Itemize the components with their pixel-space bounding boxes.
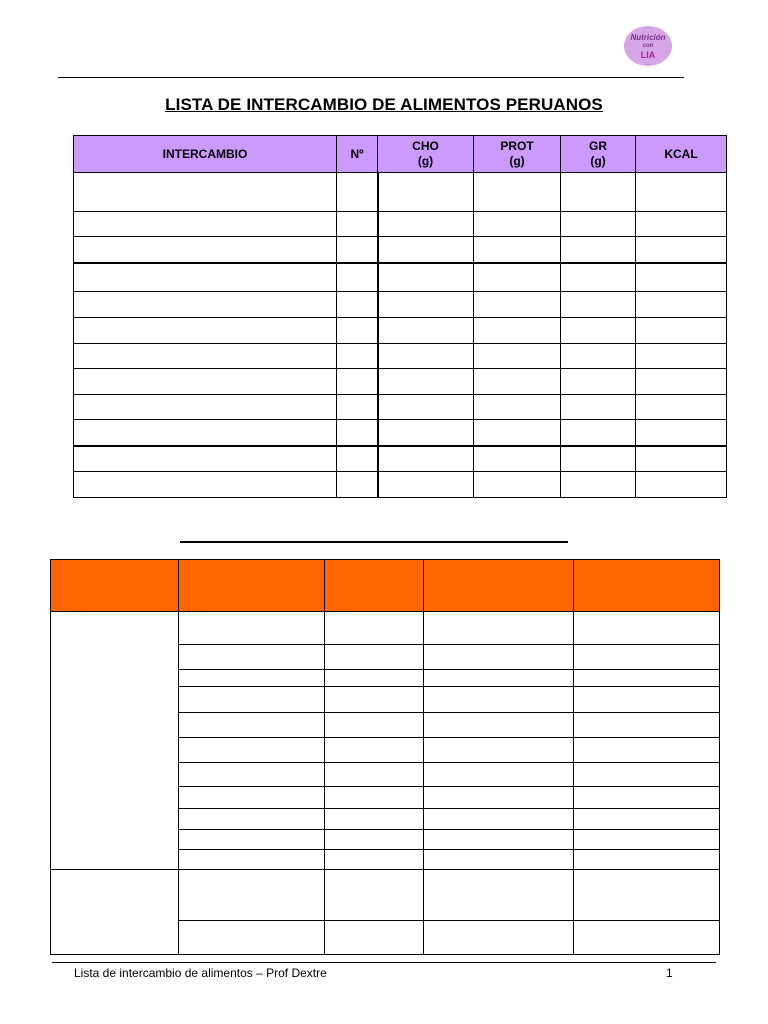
table-cell — [424, 645, 574, 670]
logo-line-2: con — [642, 42, 654, 49]
table-cell — [574, 787, 720, 809]
table-cell — [325, 738, 424, 763]
table-cell — [636, 446, 727, 472]
table-cell — [561, 420, 636, 446]
table-cell — [574, 687, 720, 713]
table-cell — [179, 870, 325, 921]
table-cell — [574, 809, 720, 830]
table-cell — [74, 212, 337, 237]
table-cell — [74, 446, 337, 472]
table-cell — [561, 369, 636, 395]
exchange-table-header — [74, 136, 727, 173]
header-cell — [51, 560, 179, 612]
table-cell — [574, 670, 720, 687]
table-cell — [74, 472, 337, 498]
table-row — [74, 173, 727, 212]
page-number: 1 — [666, 966, 673, 980]
table-cell — [574, 921, 720, 955]
table-cell — [424, 763, 574, 787]
table-row — [74, 344, 727, 369]
table-cell — [574, 738, 720, 763]
table-cell — [325, 670, 424, 687]
table-row — [74, 237, 727, 263]
table-row — [74, 472, 727, 498]
table-cell — [636, 263, 727, 292]
table-cell — [636, 318, 727, 344]
table-cell — [325, 870, 424, 921]
table-cell — [179, 738, 325, 763]
table-cell — [561, 395, 636, 420]
table-cell — [474, 263, 561, 292]
table-cell — [179, 787, 325, 809]
table-cell — [74, 420, 337, 446]
col-kcal: KCAL — [636, 136, 727, 173]
group-cell — [51, 870, 179, 955]
table-cell — [378, 472, 474, 498]
group-cell — [51, 612, 179, 870]
table-cell — [636, 344, 727, 369]
col-gr: GR (g) — [561, 136, 636, 173]
table-cell — [337, 472, 378, 498]
table-cell — [337, 318, 378, 344]
table-cell — [636, 420, 727, 446]
table-cell — [179, 850, 325, 870]
table-cell — [325, 830, 424, 850]
table-cell — [337, 446, 378, 472]
table-cell — [574, 713, 720, 738]
table-cell — [337, 237, 378, 263]
table-cell — [337, 395, 378, 420]
table-cell — [74, 292, 337, 318]
table-row — [51, 612, 720, 645]
table-row — [51, 870, 720, 921]
table-cell — [561, 263, 636, 292]
exchange-table — [73, 135, 727, 498]
table-cell — [561, 318, 636, 344]
table-cell — [378, 369, 474, 395]
table-cell — [378, 263, 474, 292]
table-cell — [378, 318, 474, 344]
table-row — [74, 446, 727, 472]
table-cell — [179, 687, 325, 713]
table-cell — [561, 237, 636, 263]
table-cell — [74, 263, 337, 292]
table-cell — [74, 318, 337, 344]
table-cell — [179, 830, 325, 850]
table-cell — [74, 369, 337, 395]
header-cell — [424, 560, 574, 612]
table-cell — [474, 237, 561, 263]
table-cell — [325, 809, 424, 830]
table-cell — [337, 292, 378, 318]
table-cell — [74, 395, 337, 420]
table-cell — [378, 237, 474, 263]
table-cell — [474, 344, 561, 369]
table-cell — [325, 645, 424, 670]
table-cell — [636, 237, 727, 263]
table-cell — [179, 809, 325, 830]
table-row — [74, 292, 727, 318]
table-cell — [424, 687, 574, 713]
table-cell — [378, 212, 474, 237]
table-cell — [378, 395, 474, 420]
table-cell — [378, 446, 474, 472]
table-cell — [378, 292, 474, 318]
header-cell — [179, 560, 325, 612]
table-cell — [337, 212, 378, 237]
col-prot: PROT (g) — [474, 136, 561, 173]
table-cell — [424, 921, 574, 955]
table-row — [74, 420, 727, 446]
table-cell — [424, 850, 574, 870]
table-cell — [337, 173, 378, 212]
table-cell — [337, 263, 378, 292]
table-cell — [636, 472, 727, 498]
logo-line-1: Nutrición — [630, 32, 666, 42]
table-row — [74, 318, 727, 344]
table-cell — [424, 612, 574, 645]
table-cell — [636, 395, 727, 420]
table-cell — [474, 318, 561, 344]
table-cell — [378, 420, 474, 446]
table-cell — [337, 344, 378, 369]
table-cell — [325, 921, 424, 955]
table-cell — [424, 809, 574, 830]
table-row — [74, 395, 727, 420]
table-cell — [636, 292, 727, 318]
table-cell — [474, 173, 561, 212]
table-cell — [378, 344, 474, 369]
col-numero: Nº — [337, 136, 378, 173]
table-row — [74, 263, 727, 292]
table-cell — [561, 292, 636, 318]
table-cell — [424, 787, 574, 809]
table-cell — [337, 369, 378, 395]
table-cell — [636, 369, 727, 395]
food-detail-table-header — [51, 560, 720, 612]
table-cell — [424, 870, 574, 921]
footer-divider — [52, 962, 716, 963]
footer-text: Lista de intercambio de alimentos – Prof Dextre — [74, 966, 327, 980]
col-cho: CHO (g) — [378, 136, 474, 173]
header-cell — [325, 560, 424, 612]
table-cell — [561, 472, 636, 498]
table-cell — [74, 173, 337, 212]
table-cell — [74, 237, 337, 263]
table-cell — [325, 763, 424, 787]
table-cell — [561, 344, 636, 369]
table-cell — [636, 173, 727, 212]
table-cell — [325, 787, 424, 809]
table-cell — [424, 670, 574, 687]
table-cell — [636, 212, 727, 237]
table-cell — [424, 830, 574, 850]
table-cell — [574, 870, 720, 921]
table-cell — [325, 612, 424, 645]
table-cell — [561, 446, 636, 472]
brand-logo — [624, 26, 672, 66]
table-cell — [474, 472, 561, 498]
table-cell — [179, 763, 325, 787]
table-cell — [574, 850, 720, 870]
table-cell — [378, 173, 474, 212]
logo-line-3: LIA — [640, 49, 656, 60]
table-cell — [179, 670, 325, 687]
table-cell — [325, 850, 424, 870]
table-cell — [74, 344, 337, 369]
section-divider — [180, 541, 568, 543]
table-cell — [179, 713, 325, 738]
table-cell — [561, 212, 636, 237]
header-divider — [58, 77, 684, 78]
table-cell — [179, 645, 325, 670]
table-cell — [474, 446, 561, 472]
food-detail-table — [50, 559, 720, 955]
table-row — [74, 369, 727, 395]
table-cell — [474, 212, 561, 237]
table-cell — [574, 645, 720, 670]
table-cell — [325, 687, 424, 713]
table-cell — [179, 612, 325, 645]
table-cell — [337, 420, 378, 446]
col-intercambio: INTERCAMBIO — [74, 136, 337, 173]
table-cell — [424, 713, 574, 738]
header-cell — [574, 560, 720, 612]
table-cell — [179, 921, 325, 955]
table-cell — [474, 292, 561, 318]
table-cell — [561, 173, 636, 212]
table-row — [74, 212, 727, 237]
page-title: LISTA DE INTERCAMBIO DE ALIMENTOS PERUANOS — [165, 95, 603, 114]
table-cell — [574, 830, 720, 850]
table-cell — [474, 369, 561, 395]
table-cell — [474, 420, 561, 446]
table-cell — [325, 713, 424, 738]
table-cell — [574, 612, 720, 645]
table-cell — [474, 395, 561, 420]
table-cell — [574, 763, 720, 787]
table-cell — [424, 738, 574, 763]
